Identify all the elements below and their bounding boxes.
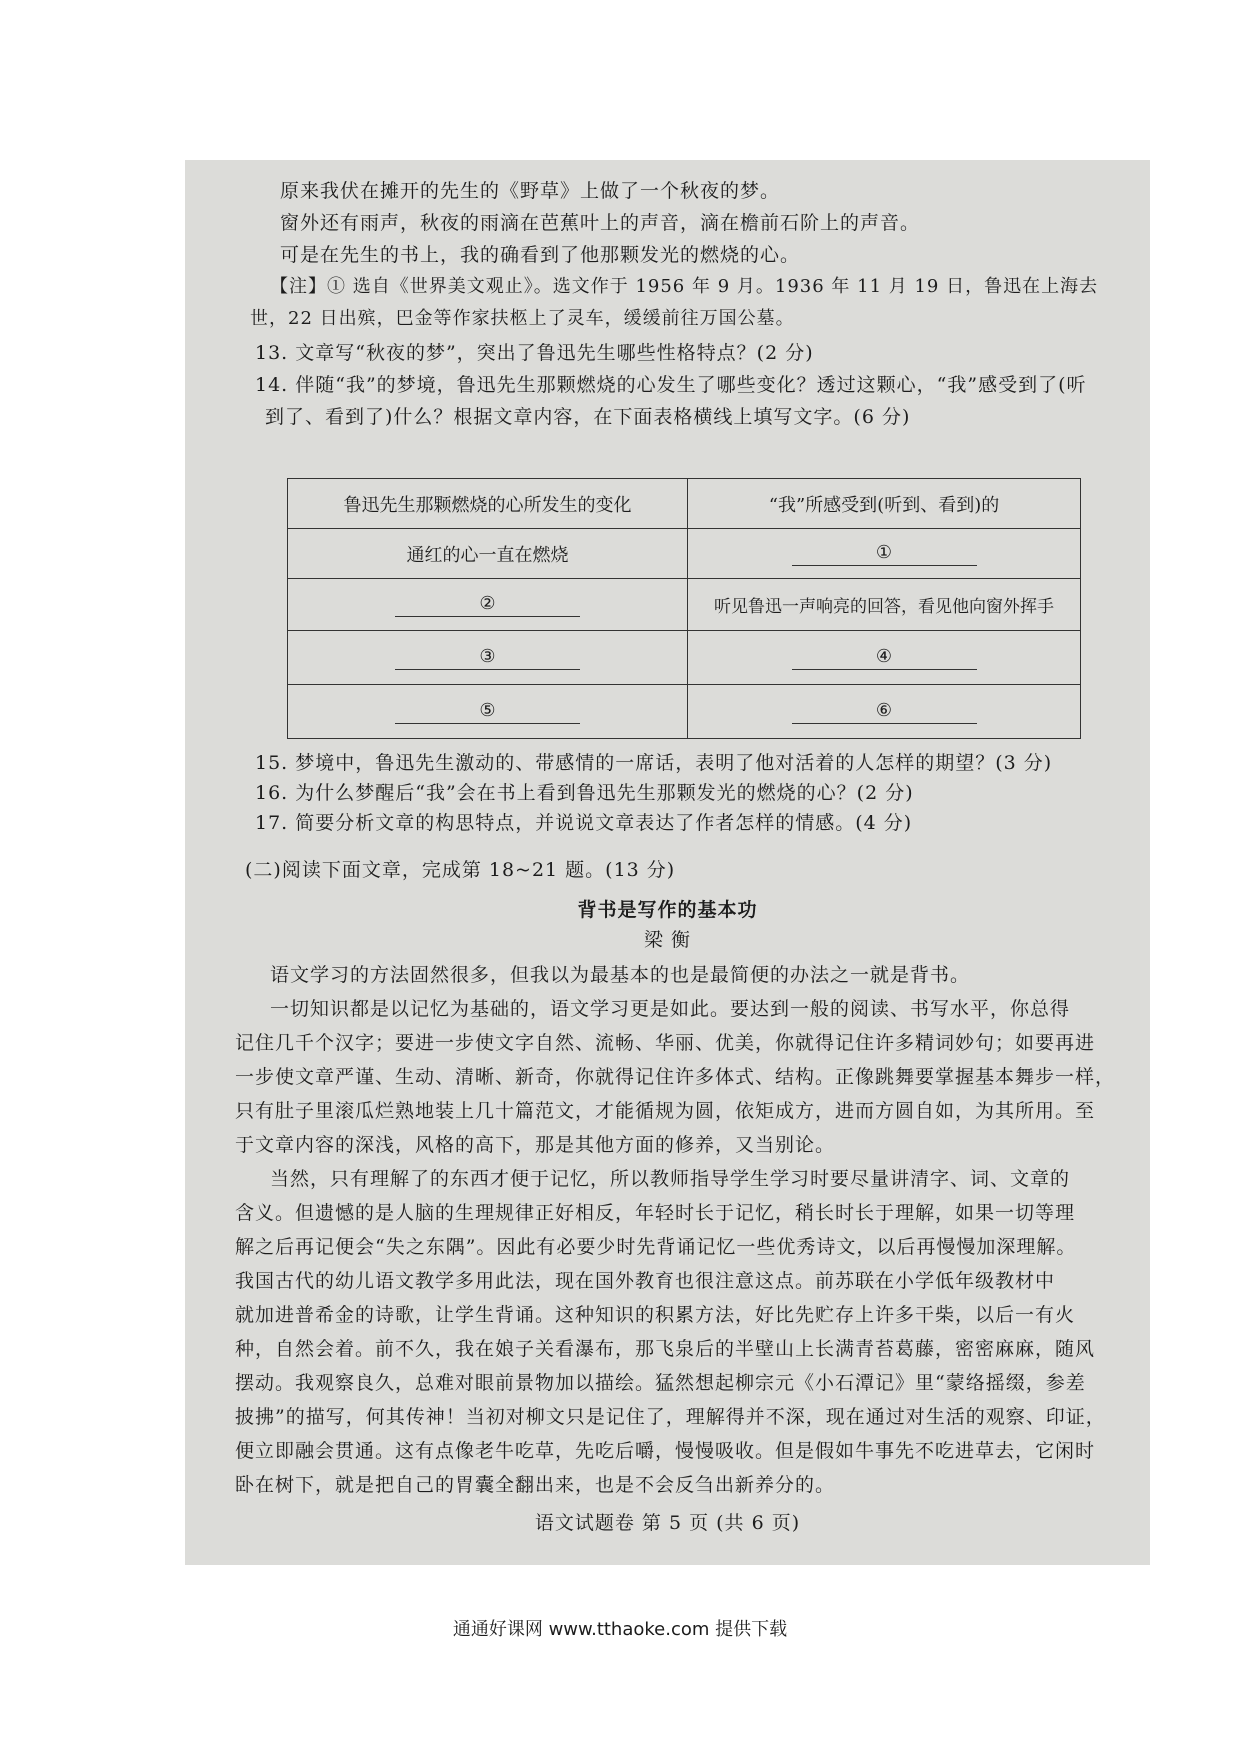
paragraph-line: 卧在树下，就是把自己的胃囊全翻出来，也是不会反刍出新养分的。 [235, 1474, 836, 1496]
paragraph-line: 当然，只有理解了的东西才便于记忆，所以教师指导学生学习时要尽量讲清字、词、文章的 [270, 1168, 1071, 1190]
text-line: 可是在先生的书上，我的确看到了他那颗发光的燃烧的心。 [280, 244, 801, 266]
table-cell [688, 631, 1081, 685]
blank-5: ⑤ [395, 699, 580, 724]
paragraph-line: 就加进普希金的诗歌，让学生背诵。这种知识的积累方法，好比先贮存上许多干柴，以后一有火 [235, 1304, 1076, 1326]
blank-2: ② [395, 592, 580, 617]
paragraph-line: 含义。但遗憾的是人脑的生理规律正好相反，年轻时长于记忆，稍长时长于理解，如果一切等理 [235, 1202, 1076, 1224]
page-number-footer: 语文试题卷 第 5 页 (共 6 页) [534, 1512, 801, 1534]
note-line: 【注】① 选自《世界美文观止》。选文作于 1956 年 9 月。1936 年 11 月 19 日，鲁迅在上海去 [270, 276, 1099, 297]
paragraph-line: 解之后再记便会“失之东隅”。因此有必要少时先背诵记忆一些优秀诗文，以后再慢慢加深理解。 [235, 1236, 1077, 1258]
paragraph-line: 便立即融会贯通。这有点像老牛吃草，先吃后嚼，慢慢吸收。但是假如牛事先不吃进草去，它闲时 [235, 1440, 1096, 1462]
blank-1: ① [792, 541, 977, 566]
text-line: 原来我伏在摊开的先生的《野草》上做了一个秋夜的梦。 [280, 180, 781, 202]
note-line: 世，22 日出殡，巴金等作家扶柩上了灵车，缓缓前往万国公墓。 [250, 308, 795, 329]
table-header-right: “我”所感受到(听到、看到)的 [688, 479, 1081, 529]
paragraph-line: 于文章内容的深浅，风格的高下，那是其他方面的修养，又当别论。 [235, 1134, 836, 1156]
table-cell [288, 579, 688, 631]
paragraph-line: 摆动。我观察良久，总难对眼前景物加以描绘。猛然想起柳宗元《小石潭记》里“蒙络摇缀，参差 [235, 1372, 1086, 1394]
paragraph-line: 种，自然会着。前不久，我在娘子关看瀑布，那飞泉后的半壁山上长满青苔葛藤，密密麻麻，随风 [235, 1338, 1096, 1360]
site-footer: 通通好课网 www.tthaoke.com 提供下载 [452, 1619, 788, 1640]
table-cell [688, 529, 1081, 579]
table-cell [288, 685, 688, 739]
question-17: 17. 简要分析文章的构思特点，并说说文章表达了作者怎样的情感。(4 分) [255, 812, 913, 834]
article-title: 背书是写作的基本功 [577, 899, 758, 921]
article-author: 梁 衡 [643, 929, 692, 951]
question-13: 13. 文章写“秋夜的梦”，突出了鲁迅先生哪些性格特点？(2 分) [255, 342, 814, 364]
paragraph-line: 我国古代的幼儿语文教学多用此法，现在国外教育也很注意这点。前苏联在小学低年级教材中 [235, 1270, 1056, 1292]
text-line: 窗外还有雨声，秋夜的雨滴在芭蕉叶上的声音，滴在檐前石阶上的声音。 [280, 212, 921, 234]
paragraph-line: 记住几千个汉字；要进一步使文字自然、流畅、华丽、优美，你就得记住许多精词妙句；如要再进 [235, 1032, 1096, 1054]
scanned-exam-page [185, 160, 1150, 1565]
question-15: 15. 梦境中，鲁迅先生激动的、带感情的一席话，表明了他对活着的人怎样的期望？(3 分) [255, 752, 1053, 774]
table-cell [288, 631, 688, 685]
answer-table [287, 478, 1081, 739]
question-14-line1: 14. 伴随“我”的梦境，鲁迅先生那颗燃烧的心发生了哪些变化？透过这颗心，“我”感受到了(听 [255, 374, 1087, 396]
paragraph-line: 披拂”的描写，何其传神！当初对柳文只是记住了，理解得并不深，现在通过对生活的观察、印证， [235, 1406, 1106, 1428]
table-cell: 通红的心一直在燃烧 [288, 529, 688, 579]
table-cell: 听见鲁迅一声响亮的回答，看见他向窗外挥手 [688, 579, 1081, 631]
blank-3: ③ [395, 645, 580, 670]
table-header-left: 鲁迅先生那颗燃烧的心所发生的变化 [288, 479, 688, 529]
section-2-heading: (二)阅读下面文章，完成第 18~21 题。(13 分) [245, 859, 676, 881]
paragraph-line: 语文学习的方法固然很多，但我以为最基本的也是最简便的办法之一就是背书。 [270, 964, 971, 986]
paragraph-line: 一步使文章严谨、生动、清晰、新奇，你就得记住许多体式、结构。正像跳舞要掌握基本舞步一样， [235, 1066, 1116, 1088]
paragraph-line: 只有肚子里滚瓜烂熟地装上几十篇范文，才能循规为圆，依矩成方，进而方圆自如，为其所用。至 [235, 1100, 1096, 1122]
question-14-line2: 到了、看到了)什么？根据文章内容，在下面表格横线上填写文字。(6 分) [265, 406, 911, 428]
table-cell [688, 685, 1081, 739]
blank-4: ④ [792, 645, 977, 670]
blank-6: ⑥ [792, 699, 977, 724]
question-16: 16. 为什么梦醒后“我”会在书上看到鲁迅先生那颗发光的燃烧的心？(2 分) [255, 782, 914, 804]
paragraph-line: 一切知识都是以记忆为基础的，语文学习更是如此。要达到一般的阅读、书写水平，你总得 [270, 998, 1071, 1020]
